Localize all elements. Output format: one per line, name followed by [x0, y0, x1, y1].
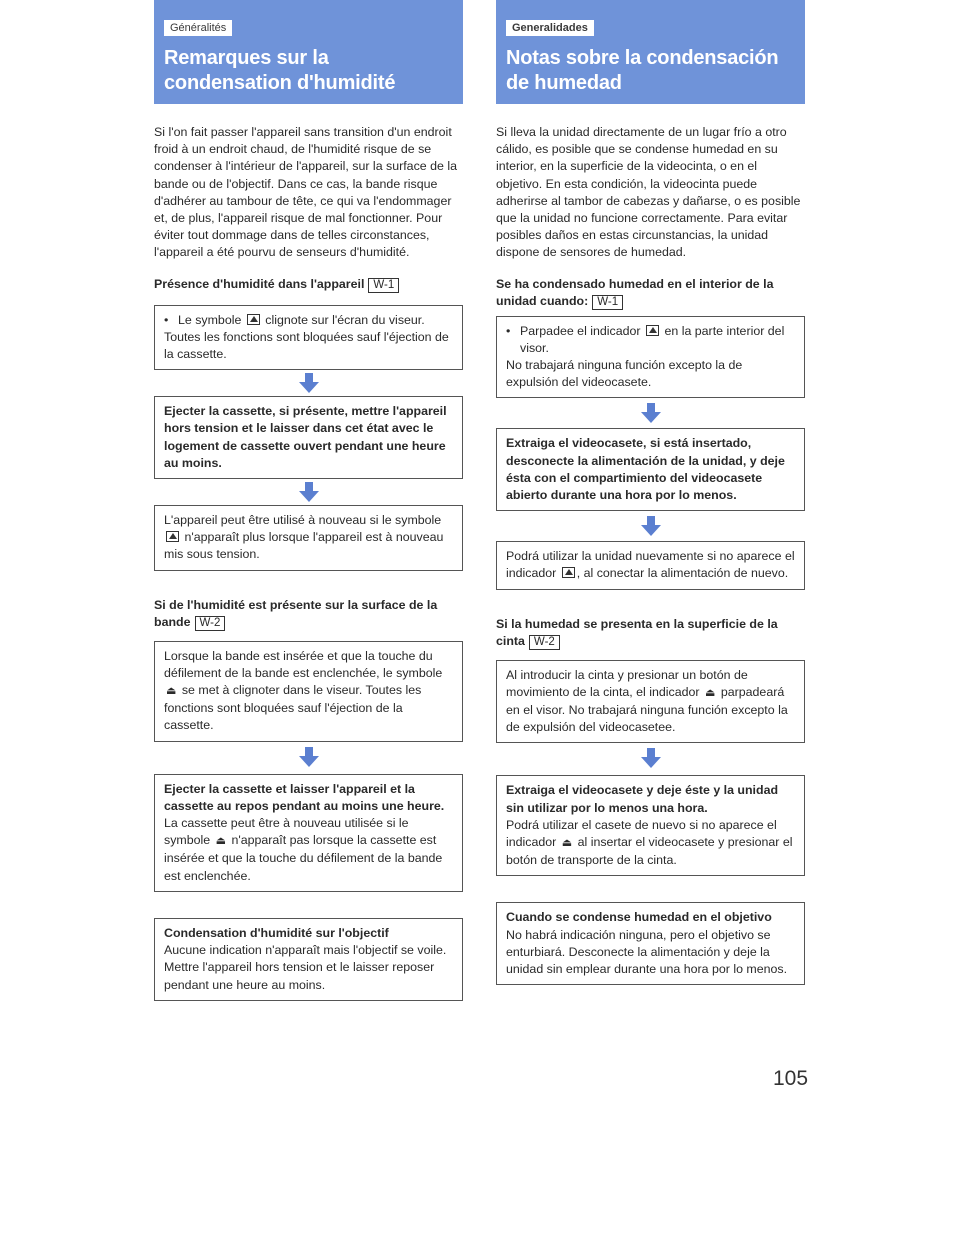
symptom-text-c: No trabajará ninguna función excepto la de expulsión del videocasete. — [506, 358, 743, 390]
subheading-interior — [496, 276, 805, 310]
bullet: • — [164, 312, 169, 327]
lens-heading: Condensation d'humidité sur l'objectif — [164, 925, 389, 940]
action-text-a: La cassette peut être à nouveau utilisée si le symbole — [164, 816, 409, 848]
symptom-text-b: clignote sur l'écran du viseur. — [265, 312, 425, 327]
subheading-text: Si de l'humidité est présente sur la surface de la bande — [154, 597, 438, 629]
title-line-2: condensation d'humidité — [164, 72, 396, 94]
lens-text-a: Aucune indication n'apparaît mais l'objectif se voile. — [164, 943, 447, 958]
symptom-box — [154, 641, 463, 742]
symptom-box — [496, 316, 805, 399]
symptom-text-a: Lorsque la bande est insérée et que la touche du défilement de la bande est enclenchée, le symbole — [164, 648, 443, 680]
intro-paragraph: Si lleva la unidad directamente de un lugar frío a otro cálido, es posible que se condense humedad en su interior, en la superficie de la videocinta, o en el objetivo. En esta condición, la videocinta puede adherirse al tambor de cabezas y dañarse, o es posible que la unidad no funcione correctamente. Para evitar posibles daños en estas circunstancias, la unidad dispone de sensores de humedad. — [496, 125, 801, 260]
result-text-a: L'appareil peut être utilisé à nouveau si le symbole — [164, 513, 442, 528]
action-bold-text: Ejecter la cassette et laisser l'appareil et la cassette au repos pendant au moins une heure. — [164, 781, 445, 813]
action-text-a: Podrá utilizar el casete de nuevo si no aparece el indicador — [506, 817, 777, 850]
humidity-symbol-icon — [562, 567, 575, 578]
page-title — [506, 46, 795, 96]
action-box — [496, 775, 805, 876]
eject-icon: ⏏ — [166, 685, 177, 698]
title-line-1: Notas sobre la condensación — [506, 47, 779, 69]
humidity-symbol-icon — [646, 325, 659, 336]
action-box: Ejecter la cassette, si présente, mettre l'appareil hors tension et le laisser dans cet état avec le logement de cassette ouvert pendant une heure au moins. — [154, 396, 463, 479]
section-label: Generalidades — [506, 20, 594, 36]
action-box — [154, 774, 463, 892]
figure-tag: W-1 — [592, 295, 623, 310]
eject-icon: ⏏ — [704, 686, 716, 699]
title-line-1: Remarques sur la — [164, 47, 329, 69]
arrow-down-icon — [298, 746, 320, 768]
eject-icon: ⏏ — [215, 835, 226, 848]
lens-box — [496, 902, 805, 985]
subheading-text: Si la humedad se presenta en la superficie de la cinta — [496, 616, 778, 648]
result-box — [154, 505, 463, 571]
title-line-2: de humedad — [506, 72, 622, 94]
section-label: Généralités — [164, 20, 232, 36]
bullet: • — [506, 323, 511, 338]
page-number: 105 — [773, 1067, 809, 1090]
figure-tag: W-2 — [195, 616, 226, 631]
lens-text-a: No habrá indicación ninguna, pero el objetivo se enturbiará. Desconecte la alimentación y deje la unidad sin emplear durante una hora por lo menos. — [506, 927, 788, 977]
spanish-column — [496, 0, 805, 985]
subheading-tape — [496, 616, 805, 650]
subheading-tape — [154, 597, 463, 631]
spanish-header — [496, 0, 805, 104]
arrow-down-icon — [298, 481, 320, 503]
symptom-box — [154, 305, 463, 371]
result-text-b: n'apparaît plus lorsque l'appareil est à nouveau mis sous tension. — [164, 530, 444, 562]
subheading-text: Se ha condensado humedad en el interior de la unidad cuando: — [496, 276, 774, 308]
eject-icon: ⏏ — [561, 837, 573, 850]
figure-tag: W-2 — [529, 635, 560, 650]
symptom-text-a: Parpadee el indicador — [520, 323, 641, 338]
symptom-text-b: en la parte interior del visor. — [520, 323, 785, 355]
symptom-box — [496, 660, 805, 744]
symptom-text-b: parpadeará en el visor. No trabajará ninguna función excepto la de expulsión del videocasetee. — [506, 684, 788, 735]
symptom-text-a: Al introducir la cinta y presionar un botón de movimiento de la cinta, el indicador — [506, 667, 748, 699]
action-text-b: n'apparaît pas lorsque la cassette est insérée et que la touche du défilement de la bande est enclenchée. — [164, 833, 443, 883]
arrow-down-icon — [640, 515, 662, 537]
result-box — [496, 541, 805, 589]
result-text-a: Podrá utilizar la unidad nuevamente si no aparece el indicador — [506, 549, 795, 581]
lens-box — [154, 918, 463, 1001]
lens-text-b: Mettre l'appareil hors tension et le laisser reposer pendant une heure au moins. — [164, 960, 435, 992]
figure-tag: W-1 — [368, 278, 399, 293]
french-column — [154, 0, 463, 1001]
action-bold-text: Extraiga el videocasete y deje éste y la unidad sin utilizar por lo menos una hora. — [506, 783, 779, 815]
arrow-down-icon — [640, 402, 662, 424]
arrow-down-icon — [298, 372, 320, 394]
subheading-interior — [154, 276, 463, 293]
lens-heading: Cuando se condense humedad en el objetivo — [506, 910, 772, 925]
french-header — [154, 0, 463, 104]
action-text-b: al insertar el videocasete y presionar el botón de transporte de la cinta. — [506, 835, 793, 868]
arrow-down-icon — [640, 747, 662, 769]
symptom-text-c: Toutes les fonctions sont bloquées sauf l'éjection de la cassette. — [164, 329, 449, 362]
action-box: Extraiga el videocasete, si está insertado, desconecte la alimentación de la unidad, y deje ésta con el compartimiento del videocasete abierto durante una hora por lo menos. — [496, 428, 805, 511]
subheading-text: Présence d'humidité dans l'appareil — [154, 276, 365, 291]
result-text-b: , al conectar la alimentación de nuevo. — [576, 566, 789, 581]
page-title — [164, 46, 453, 96]
humidity-symbol-icon — [247, 314, 260, 325]
intro-paragraph: Si l'on fait passer l'appareil sans transition d'un endroit froid à un endroit chaud, de l'humidité risque de se condenser à l'intérieur de l'appareil, sur la surface de la bande ou de l'objectif. Dans ce cas, la bande risque d'adhérer au tambour de tête, ce qui va l'endommager et, de plus, l'appareil risque de mal fonctionner. Pour éviter tout dommage dans de telles circonstances, l'appareil a été pourvu de senseurs d'humidité. — [154, 125, 457, 260]
symptom-text-b: se met à clignoter dans le viseur. Toutes les fonctions sont bloquées sauf l'éjection de la cassette. — [164, 683, 422, 733]
humidity-symbol-icon — [166, 531, 179, 542]
symptom-text-a: Le symbole — [178, 312, 242, 327]
